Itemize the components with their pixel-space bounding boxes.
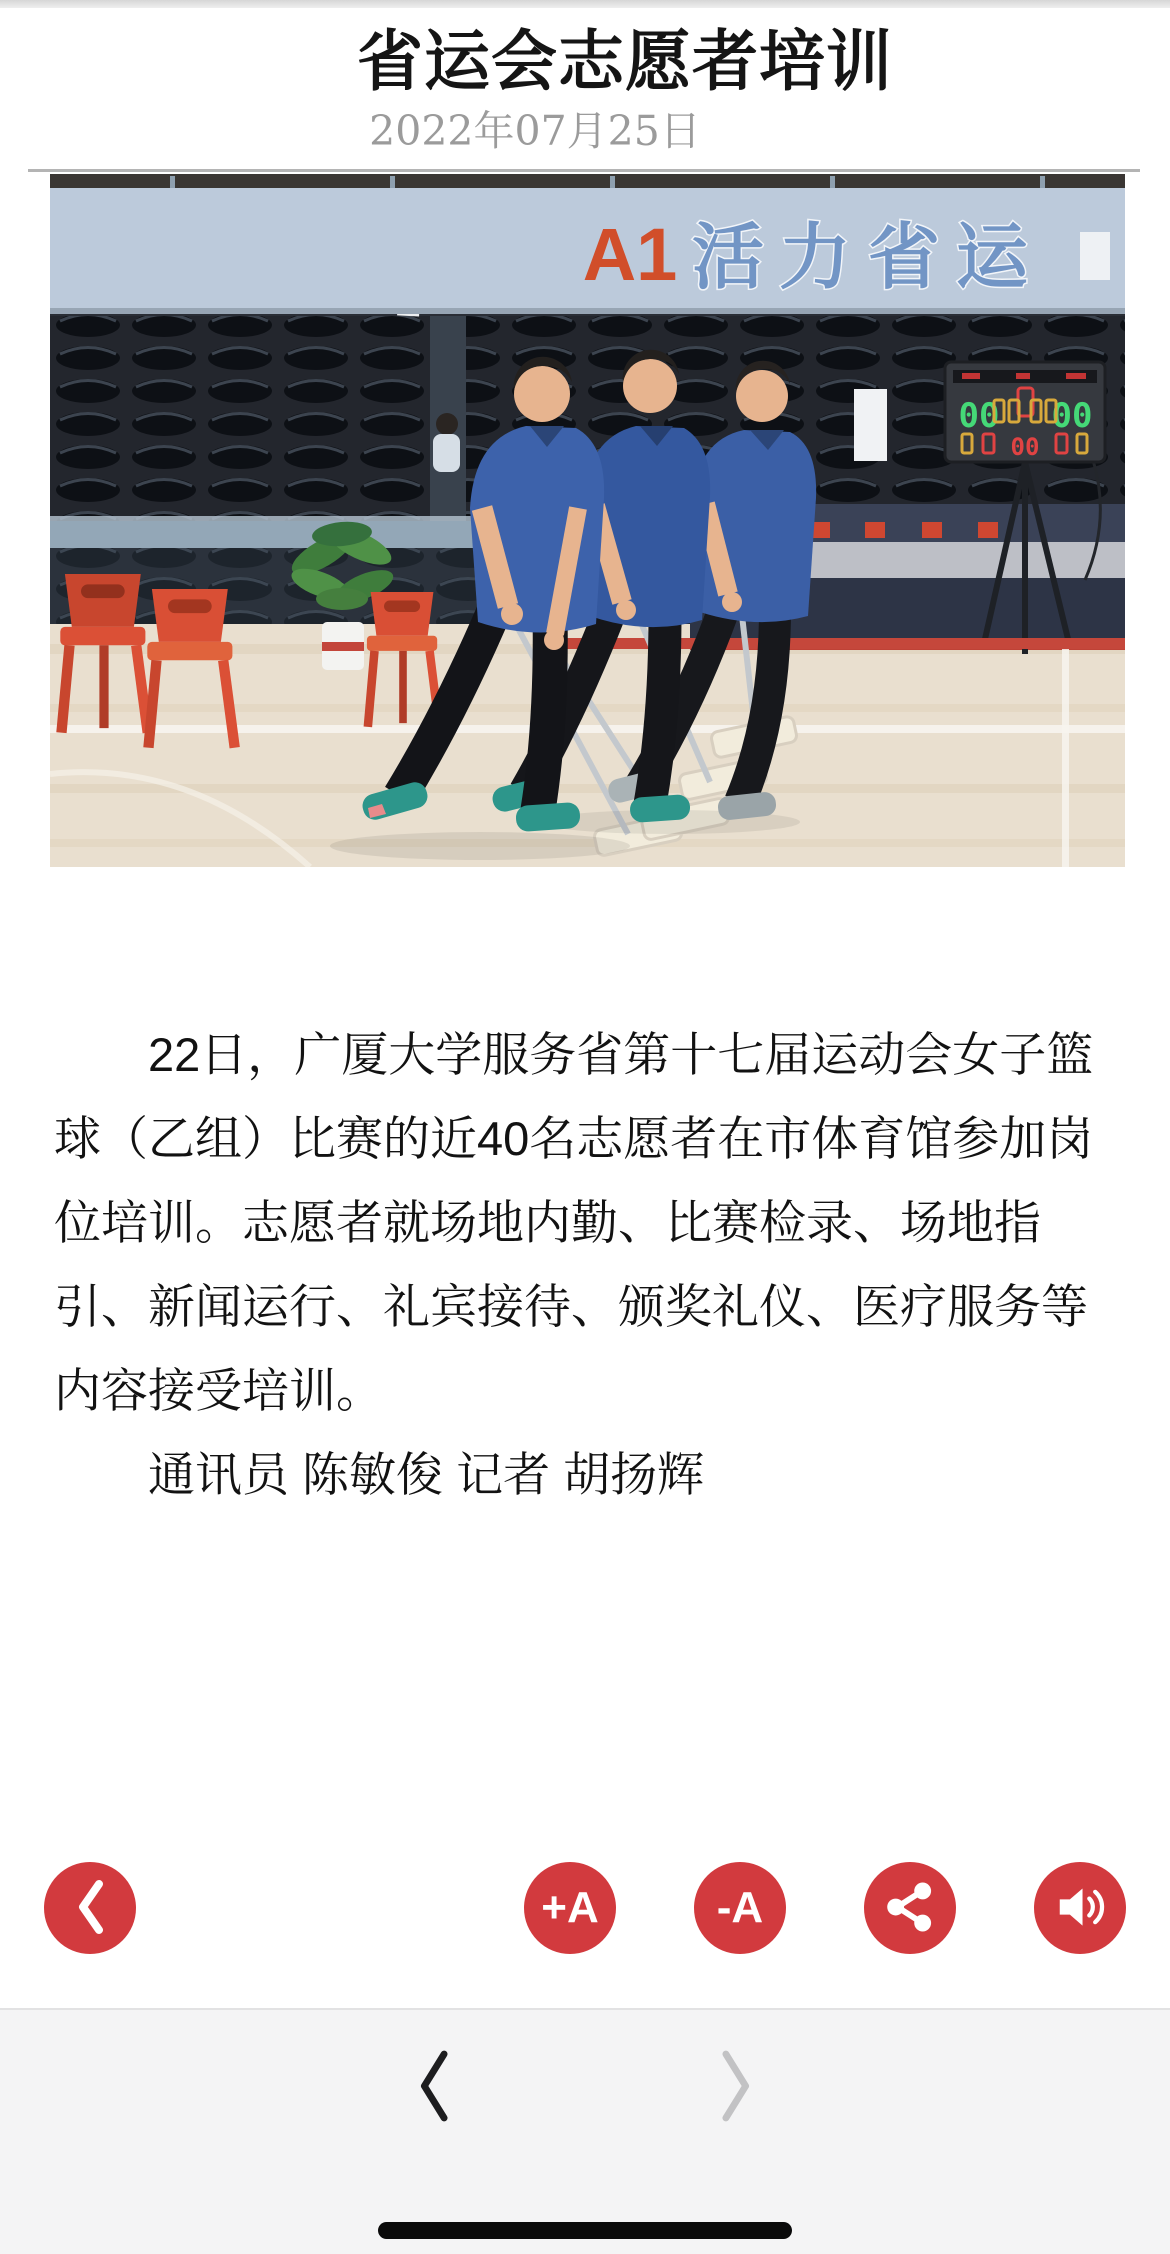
pager xyxy=(0,2010,1170,2124)
article-body xyxy=(0,1013,1170,1517)
svg-text:00: 00 xyxy=(958,396,1000,436)
next-page-button[interactable] xyxy=(712,2048,758,2124)
page-title: 省运会志愿者培训 xyxy=(357,24,893,98)
decrease-font-button[interactable] xyxy=(694,1862,786,1954)
svg-text:省: 省 xyxy=(867,218,941,298)
svg-text:活: 活 xyxy=(691,218,765,298)
home-indicator[interactable] xyxy=(378,2222,792,2239)
article-photo xyxy=(50,174,1125,867)
chevron-left-icon xyxy=(72,1877,108,1940)
article-byline: 通讯员 陈敏俊 记者 胡扬辉 xyxy=(148,1448,705,1501)
banner xyxy=(50,188,1125,314)
svg-text:00: 00 xyxy=(1010,433,1040,461)
svg-text:运: 运 xyxy=(955,218,1029,298)
back-button[interactable] xyxy=(44,1862,136,1954)
increase-font-button[interactable] xyxy=(524,1862,616,1954)
article-line: 球（乙组）比赛的近40名志愿者在市体育馆参加岗 xyxy=(54,1112,1094,1165)
share-button[interactable] xyxy=(864,1862,956,1954)
previous-page-button[interactable] xyxy=(412,2048,458,2124)
header-divider xyxy=(28,169,1140,172)
action-toolbar xyxy=(0,1862,1170,1954)
article-date: 2022年07月25日 xyxy=(369,107,701,155)
article-header xyxy=(0,0,1170,154)
decrease-font-label: -A xyxy=(716,1883,764,1932)
article-line: 位培训。志愿者就场地内勤、比赛检录、场地指 xyxy=(54,1196,1041,1249)
banner-a1-label: A1 xyxy=(582,213,678,296)
article-line: 引、新闻运行、礼宾接待、颁奖礼仪、医疗服务等 xyxy=(54,1280,1088,1333)
background-person xyxy=(433,413,460,472)
share-icon xyxy=(883,1880,937,1937)
chevron-right-icon xyxy=(712,2112,758,2127)
ceiling-strip xyxy=(50,174,1125,190)
svg-text:00: 00 xyxy=(1051,396,1093,436)
increase-font-label: +A xyxy=(541,1883,599,1932)
bottom-nav-bar xyxy=(0,2008,1170,2254)
gym-photo-illustration xyxy=(50,174,1125,867)
article-line: 内容接受培训。 xyxy=(54,1364,383,1417)
wall-sign xyxy=(854,389,887,461)
top-hairline xyxy=(0,0,1170,8)
audio-button[interactable] xyxy=(1034,1862,1126,1954)
article-line: 22日，广厦大学服务省第十七届运动会女子篮 xyxy=(148,1028,1094,1081)
svg-text:力: 力 xyxy=(778,218,852,298)
chevron-left-icon xyxy=(412,2112,458,2127)
speaker-icon xyxy=(1053,1880,1107,1937)
